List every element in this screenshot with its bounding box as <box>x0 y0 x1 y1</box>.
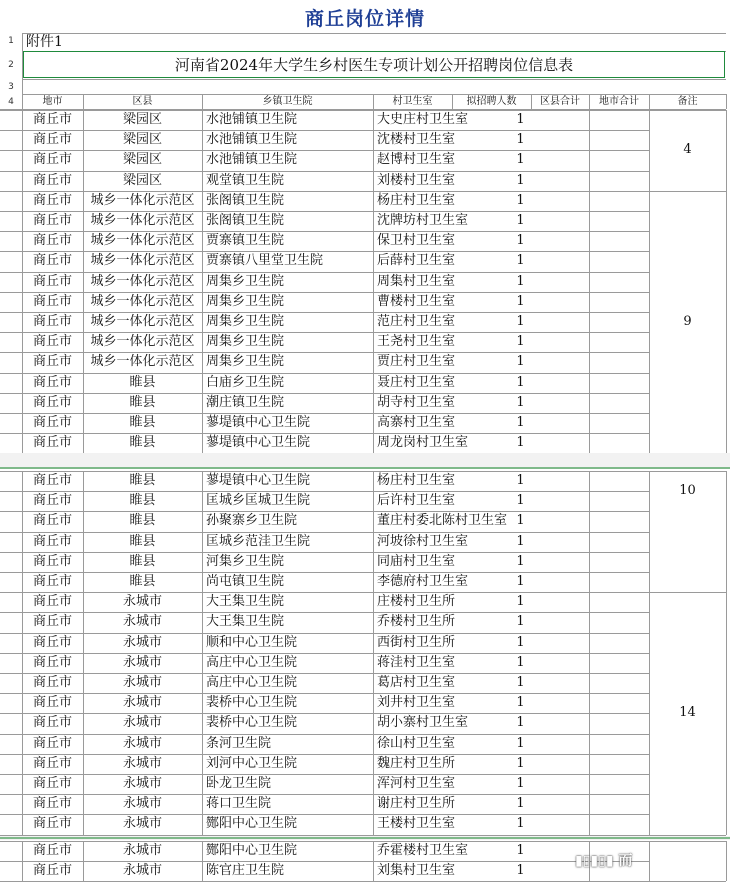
hire-count-cell: 1 <box>516 473 525 488</box>
hire-count-cell: 1 <box>516 675 525 690</box>
hire-count-cell: 1 <box>516 755 525 771</box>
grid-line <box>726 841 727 881</box>
hire-count-cell: 1 <box>516 293 525 309</box>
district-cell: 城乡一体化示范区 <box>90 314 195 329</box>
township-hospital-cell: 白庙乡卫生院 <box>206 374 285 390</box>
grid-line <box>0 130 22 131</box>
hire-count-cell: 1 <box>516 735 525 751</box>
village-clinic-cell: 后薛村卫生室 <box>377 253 456 269</box>
grid-line <box>649 94 650 109</box>
hire-count-cell: 1 <box>516 334 525 350</box>
village-clinic-cell: 范庄村卫生室 <box>377 314 456 329</box>
hire-count-cell: 1 <box>516 594 525 610</box>
district-cell: 永城市 <box>122 634 162 650</box>
column-header: 区县 <box>132 96 153 107</box>
grid-line <box>0 814 22 815</box>
page-break-line <box>0 837 730 839</box>
hire-count-cell: 1 <box>516 394 525 410</box>
district-cell: 城乡一体化示范区 <box>90 273 195 289</box>
village-clinic-cell: 刘集村卫生室 <box>377 862 456 878</box>
village-clinic-cell: 西街村卫生所 <box>377 634 456 650</box>
district-cell: 睢县 <box>129 435 156 451</box>
grid-line <box>589 110 590 453</box>
township-hospital-cell: 张阁镇卫生院 <box>206 192 285 208</box>
city-cell: 商丘市 <box>32 213 72 228</box>
township-hospital-cell: 裴桥中心卫生院 <box>206 715 298 731</box>
township-hospital-cell: 河集乡卫生院 <box>206 553 285 569</box>
hire-count-cell: 1 <box>516 253 525 269</box>
grid-line <box>0 612 22 613</box>
grid-line <box>0 471 22 472</box>
city-cell: 商丘市 <box>32 334 72 350</box>
village-clinic-cell: 徐山村卫生室 <box>377 735 456 751</box>
district-cell: 睢县 <box>129 533 156 549</box>
hire-count-cell: 1 <box>516 715 525 731</box>
township-hospital-cell: 蓼堤镇中心卫生院 <box>206 415 311 430</box>
village-clinic-cell: 杨庄村卫生室 <box>377 192 456 208</box>
grid-line <box>452 94 453 109</box>
township-hospital-cell: 水池铺镇卫生院 <box>206 112 298 127</box>
village-clinic-cell: 河坡徐村卫生室 <box>377 533 469 549</box>
township-hospital-cell: 匡城乡匡城卫生院 <box>206 493 311 509</box>
hire-count-cell: 1 <box>516 842 525 858</box>
grid-line <box>202 110 203 453</box>
district-cell: 永城市 <box>122 816 162 832</box>
city-cell: 商丘市 <box>32 293 72 309</box>
township-hospital-cell: 尚屯镇卫生院 <box>206 574 285 589</box>
city-cell: 商丘市 <box>32 493 72 509</box>
district-cell: 永城市 <box>122 654 162 670</box>
grid-line <box>373 110 374 453</box>
grid-line <box>0 191 22 192</box>
village-clinic-cell: 葛店村卫生室 <box>377 675 456 690</box>
page-title: 商丘岗位详情 <box>304 8 425 30</box>
district-cell: 城乡一体化示范区 <box>90 213 195 228</box>
district-cell: 睢县 <box>129 473 156 488</box>
column-header: 乡镇卫生院 <box>262 96 313 107</box>
village-clinic-cell: 谢庄村卫生所 <box>377 796 456 812</box>
hire-count-cell: 1 <box>516 435 525 451</box>
column-header: 地市合计 <box>599 96 639 107</box>
village-clinic-cell: 李德府村卫生室 <box>377 574 469 589</box>
district-cell: 永城市 <box>122 675 162 690</box>
district-cell: 永城市 <box>122 755 162 771</box>
hire-count-cell: 1 <box>516 354 525 370</box>
city-cell: 商丘市 <box>32 654 72 670</box>
grid-line <box>0 693 22 694</box>
watermark-icon: ▮▯▮▯▮ 而 <box>575 853 633 869</box>
grid-line <box>0 413 22 414</box>
district-cell: 永城市 <box>122 614 162 630</box>
district-cell: 永城市 <box>122 695 162 711</box>
township-hospital-cell: 周集乡卫生院 <box>206 273 285 289</box>
city-cell: 商丘市 <box>32 394 72 410</box>
city-cell: 商丘市 <box>32 354 72 370</box>
hire-count-cell: 1 <box>516 273 525 289</box>
grid-line <box>0 861 22 862</box>
city-cell: 商丘市 <box>32 233 72 249</box>
city-cell: 商丘市 <box>32 862 72 878</box>
city-cell: 商丘市 <box>32 816 72 832</box>
district-cell: 睢县 <box>129 493 156 509</box>
grid-line <box>589 471 590 835</box>
grid-line <box>373 841 374 881</box>
grid-line <box>0 110 22 111</box>
city-cell: 商丘市 <box>32 253 72 269</box>
grid-line <box>0 150 22 151</box>
grid-line <box>0 572 22 573</box>
city-cell: 商丘市 <box>32 273 72 289</box>
township-hospital-cell: 周集乡卫生院 <box>206 354 285 370</box>
village-clinic-cell: 周龙岗村卫生室 <box>377 435 469 451</box>
grid-line <box>22 94 23 109</box>
city-cell: 商丘市 <box>32 415 72 430</box>
column-header: 地市 <box>42 96 63 107</box>
district-cell: 睢县 <box>129 513 156 529</box>
village-clinic-cell: 董庄村委北陈村卫生室 <box>377 513 508 529</box>
page-break <box>0 453 730 467</box>
township-hospital-cell: 周集乡卫生院 <box>206 293 285 309</box>
village-clinic-cell: 胡小寨村卫生室 <box>377 715 469 731</box>
township-hospital-cell: 周集乡卫生院 <box>206 334 285 350</box>
city-total-cell: 4 <box>683 142 692 157</box>
district-cell: 睢县 <box>129 553 156 569</box>
grid-line <box>0 511 22 512</box>
hire-count-cell: 1 <box>516 213 525 228</box>
grid-line <box>0 734 22 735</box>
district-cell: 睢县 <box>129 574 156 589</box>
village-clinic-cell: 大史庄村卫生室 <box>377 112 469 127</box>
grid-line <box>202 471 203 835</box>
district-cell: 睢县 <box>129 394 156 410</box>
township-hospital-cell: 贾寨镇卫生院 <box>206 233 285 249</box>
grid-line <box>0 312 22 313</box>
township-hospital-cell: 酂阳中心卫生院 <box>206 816 298 832</box>
grid-line <box>0 754 22 755</box>
row-number: 2 <box>8 60 14 70</box>
grid-line <box>0 433 22 434</box>
village-clinic-cell: 蒋洼村卫生室 <box>377 654 456 670</box>
grid-line <box>0 352 22 353</box>
district-cell: 城乡一体化示范区 <box>90 233 195 249</box>
city-cell: 商丘市 <box>32 553 72 569</box>
district-cell: 永城市 <box>122 776 162 791</box>
grid-line <box>649 881 726 882</box>
grid-line <box>0 251 22 252</box>
village-clinic-cell: 沈楼村卫生室 <box>377 132 456 148</box>
city-cell: 商丘市 <box>32 594 72 610</box>
district-cell: 永城市 <box>122 735 162 751</box>
township-hospital-cell: 水池铺镇卫生院 <box>206 152 298 168</box>
hire-count-cell: 1 <box>516 796 525 812</box>
township-hospital-cell: 酂阳中心卫生院 <box>206 842 298 858</box>
city-cell: 商丘市 <box>32 533 72 549</box>
hire-count-cell: 1 <box>516 533 525 549</box>
hire-count-cell: 1 <box>516 816 525 832</box>
hire-count-cell: 1 <box>516 493 525 509</box>
village-clinic-cell: 刘楼村卫生室 <box>377 172 456 188</box>
village-clinic-cell: 周集村卫生室 <box>377 273 456 289</box>
grid-line <box>202 841 203 881</box>
hire-count-cell: 1 <box>516 374 525 390</box>
grid-line <box>373 471 374 835</box>
township-hospital-cell: 蓼堤镇中心卫生院 <box>206 473 311 488</box>
city-cell: 商丘市 <box>32 715 72 731</box>
district-cell: 城乡一体化示范区 <box>90 253 195 269</box>
grid-line <box>22 841 23 881</box>
row-number: 1 <box>8 36 14 46</box>
village-clinic-cell: 王楼村卫生室 <box>377 816 456 832</box>
grid-line <box>22 33 726 34</box>
city-cell: 商丘市 <box>32 435 72 451</box>
grid-line <box>83 110 84 453</box>
city-cell: 商丘市 <box>32 614 72 630</box>
city-cell: 商丘市 <box>32 776 72 791</box>
district-cell: 城乡一体化示范区 <box>90 334 195 350</box>
village-clinic-cell: 乔霍楼村卫生室 <box>377 842 469 858</box>
city-cell: 商丘市 <box>32 314 72 329</box>
district-cell: 城乡一体化示范区 <box>90 293 195 309</box>
city-cell: 商丘市 <box>32 152 72 168</box>
township-hospital-cell: 顺和中心卫生院 <box>206 634 298 650</box>
city-cell: 商丘市 <box>32 735 72 751</box>
district-cell: 梁园区 <box>122 132 162 148</box>
township-hospital-cell: 高庄中心卫生院 <box>206 654 298 670</box>
township-hospital-cell: 匡城乡范洼卫生院 <box>206 533 311 549</box>
hire-count-cell: 1 <box>516 112 525 127</box>
city-cell: 商丘市 <box>32 374 72 390</box>
township-hospital-cell: 刘河中心卫生院 <box>206 755 298 771</box>
township-hospital-cell: 张阁镇卫生院 <box>206 213 285 228</box>
hire-count-cell: 1 <box>516 776 525 791</box>
village-clinic-cell: 保卫村卫生室 <box>377 233 456 249</box>
grid-line <box>83 94 84 109</box>
township-hospital-cell: 蓼堤镇中心卫生院 <box>206 435 311 451</box>
page-break-line <box>0 467 730 469</box>
hire-count-cell: 1 <box>516 132 525 148</box>
grid-line <box>373 94 374 109</box>
village-clinic-cell: 沈牌坊村卫生室 <box>377 213 469 228</box>
village-clinic-cell: 同庙村卫生室 <box>377 553 456 569</box>
city-cell: 商丘市 <box>32 192 72 208</box>
city-cell: 商丘市 <box>32 112 72 127</box>
grid-line <box>0 633 22 634</box>
village-clinic-cell: 聂庄村卫生室 <box>377 374 456 390</box>
village-clinic-cell: 曹楼村卫生室 <box>377 293 456 309</box>
district-cell: 永城市 <box>122 842 162 858</box>
column-header: 区县合计 <box>540 96 580 107</box>
district-cell: 梁园区 <box>122 172 162 188</box>
hire-count-cell: 1 <box>516 314 525 329</box>
village-clinic-cell: 胡寺村卫生室 <box>377 394 456 410</box>
township-hospital-cell: 陈官庄卫生院 <box>206 862 285 878</box>
township-hospital-cell: 潮庄镇卫生院 <box>206 394 285 410</box>
column-header: 村卫生室 <box>392 96 433 107</box>
village-clinic-cell: 乔楼村卫生所 <box>377 614 456 630</box>
grid-line <box>531 94 532 109</box>
township-hospital-cell: 条河卫生院 <box>206 735 272 751</box>
row-number: 3 <box>8 82 14 92</box>
grid-line <box>22 881 649 882</box>
hire-count-cell: 1 <box>516 233 525 249</box>
grid-line <box>0 774 22 775</box>
attachment-label: 附件1 <box>26 34 63 50</box>
village-clinic-cell: 杨庄村卫生室 <box>377 473 456 488</box>
grid-line <box>0 272 22 273</box>
grid-line <box>83 841 84 881</box>
village-clinic-cell: 赵博村卫生室 <box>377 152 456 168</box>
grid-line <box>0 211 22 212</box>
hire-count-cell: 1 <box>516 634 525 650</box>
city-cell: 商丘市 <box>32 132 72 148</box>
township-hospital-cell: 水池铺镇卫生院 <box>206 132 298 148</box>
hire-count-cell: 1 <box>516 152 525 168</box>
grid-line <box>0 491 22 492</box>
sheet-title: 河南省2024年大学生乡村医生专项计划公开招聘岗位信息表 <box>174 56 574 74</box>
row-number: 4 <box>8 97 14 107</box>
village-clinic-cell: 刘井村卫生室 <box>377 695 456 711</box>
hire-count-cell: 1 <box>516 695 525 711</box>
village-clinic-cell: 魏庄村卫生所 <box>377 755 456 771</box>
grid-line <box>0 231 22 232</box>
city-cell: 商丘市 <box>32 695 72 711</box>
city-cell: 商丘市 <box>32 473 72 488</box>
grid-line <box>22 110 23 453</box>
city-cell: 商丘市 <box>32 574 72 589</box>
hire-count-cell: 1 <box>516 415 525 430</box>
hire-count-cell: 1 <box>516 614 525 630</box>
township-hospital-cell: 裴桥中心卫生院 <box>206 695 298 711</box>
city-cell: 商丘市 <box>32 513 72 529</box>
village-clinic-cell: 庄楼村卫生所 <box>377 594 456 610</box>
city-cell: 商丘市 <box>32 842 72 858</box>
village-clinic-cell: 高寨村卫生室 <box>377 415 456 430</box>
grid-line <box>83 471 84 835</box>
grid-line <box>22 471 23 835</box>
township-hospital-cell: 孙聚寨乡卫生院 <box>206 513 298 529</box>
district-cell: 梁园区 <box>122 152 162 168</box>
district-cell: 睢县 <box>129 374 156 390</box>
grid-line <box>0 373 22 374</box>
city-total-cell: 9 <box>683 313 692 329</box>
village-clinic-cell: 贾庄村卫生室 <box>377 354 456 370</box>
grid-line <box>0 881 22 882</box>
grid-line <box>726 110 727 453</box>
grid-line <box>22 79 726 80</box>
grid-line <box>0 292 22 293</box>
hire-count-cell: 1 <box>516 172 525 188</box>
city-total-cell: 14 <box>679 705 696 721</box>
grid-line <box>0 673 22 674</box>
hire-count-cell: 1 <box>516 553 525 569</box>
hire-count-cell: 1 <box>516 513 525 529</box>
grid-line <box>0 332 22 333</box>
village-clinic-cell: 王尧村卫生室 <box>377 334 456 350</box>
township-hospital-cell: 观堂镇卫生院 <box>206 172 285 188</box>
hire-count-cell: 1 <box>516 574 525 589</box>
grid-line <box>589 94 590 109</box>
city-cell: 商丘市 <box>32 755 72 771</box>
district-cell: 城乡一体化示范区 <box>90 354 195 370</box>
district-cell: 永城市 <box>122 594 162 610</box>
city-cell: 商丘市 <box>32 796 72 812</box>
hire-count-cell: 1 <box>516 654 525 670</box>
township-hospital-cell: 大王集卫生院 <box>206 594 285 610</box>
grid-line <box>726 94 727 109</box>
township-hospital-cell: 蒋口卫生院 <box>206 796 272 812</box>
grid-line <box>0 794 22 795</box>
city-cell: 商丘市 <box>32 634 72 650</box>
grid-line <box>0 653 22 654</box>
district-cell: 睢县 <box>129 415 156 430</box>
village-clinic-cell: 浑河村卫生室 <box>377 776 456 791</box>
grid-line <box>0 841 22 842</box>
grid-line <box>202 94 203 109</box>
hire-count-cell: 1 <box>516 192 525 208</box>
city-cell: 商丘市 <box>32 172 72 188</box>
column-header: 备注 <box>677 96 698 107</box>
village-clinic-cell: 后许村卫生室 <box>377 493 456 509</box>
city-total-cell: 10 <box>679 483 696 498</box>
grid-line <box>0 393 22 394</box>
city-cell: 商丘市 <box>32 675 72 690</box>
grid-line <box>0 592 22 593</box>
district-cell: 永城市 <box>122 715 162 731</box>
township-hospital-cell: 贾寨镇八里堂卫生院 <box>206 253 324 269</box>
district-cell: 永城市 <box>122 796 162 812</box>
township-hospital-cell: 大王集卫生院 <box>206 614 285 630</box>
district-cell: 城乡一体化示范区 <box>90 192 195 208</box>
column-header: 拟招聘人数 <box>466 96 517 107</box>
grid-line <box>0 171 22 172</box>
hire-count-cell: 1 <box>516 862 525 878</box>
township-hospital-cell: 高庄中心卫生院 <box>206 675 298 690</box>
district-cell: 永城市 <box>122 862 162 878</box>
township-hospital-cell: 卧龙卫生院 <box>206 776 272 791</box>
grid-line <box>0 532 22 533</box>
grid-line <box>726 471 727 835</box>
grid-line <box>0 713 22 714</box>
township-hospital-cell: 周集乡卫生院 <box>206 314 285 329</box>
grid-line <box>0 552 22 553</box>
district-cell: 梁园区 <box>122 112 162 127</box>
